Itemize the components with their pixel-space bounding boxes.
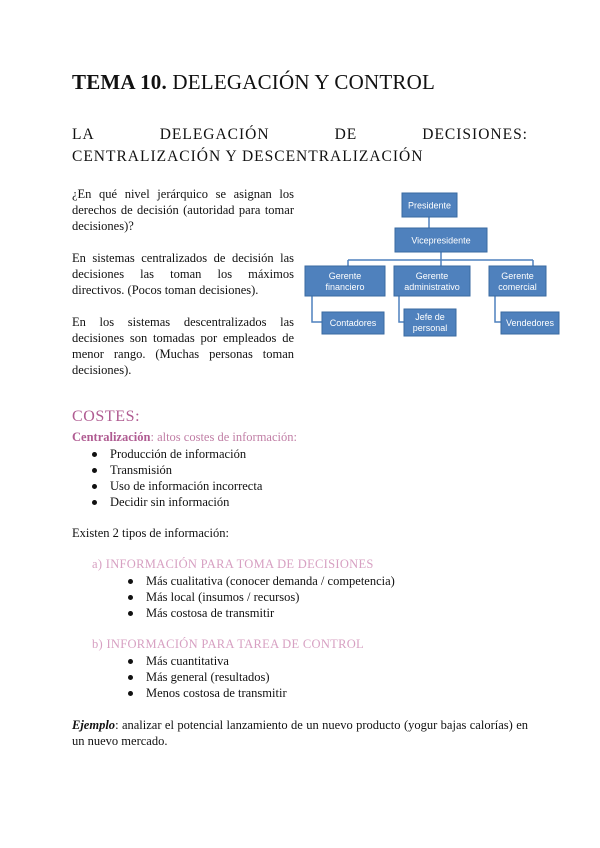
org-label: Gerente [415, 271, 449, 281]
org-box-gerente-financiero [305, 266, 385, 296]
list-item [126, 573, 395, 589]
ejemplo-label: Ejemplo [72, 718, 116, 732]
list-item [90, 494, 262, 510]
centralizacion-term: Centralización [72, 430, 151, 444]
org-label: Jefe de [415, 312, 445, 322]
bullet-icon [92, 500, 97, 505]
bullet-icon [128, 611, 133, 616]
intro-question: ¿En qué nivel jerárquico se asignan los derechos de decisión (autoridad para tomar decisiones)? [72, 187, 294, 233]
org-box-contadores [322, 312, 384, 334]
list-item-text: Decidir sin información [110, 495, 230, 509]
bullet-icon [92, 484, 97, 489]
list-item-text: Transmisión [110, 463, 173, 477]
bullet-icon [128, 579, 133, 584]
list-item [126, 589, 395, 605]
section-title [72, 124, 528, 168]
list-item [126, 685, 287, 701]
org-label: Gerente [328, 271, 362, 281]
org-box-gerente-comercial [489, 266, 546, 296]
org-box-vendedores [501, 312, 559, 334]
section-title-line2: CENTRALIZACIÓN Y DESCENTRALIZACIÓN [72, 148, 424, 165]
org-box-jefe-de-personal [404, 309, 456, 336]
section-word: DE [334, 126, 358, 143]
intro-decentralized: En los sistemas descentralizados las decisiones son tomadas por empleados de menor rango. (Muchas personas toman decisiones). [72, 315, 294, 377]
list-item [126, 605, 395, 621]
org-box-vicepresidente [395, 228, 487, 252]
list-item-text: Menos costosa de transmitir [146, 686, 287, 700]
org-box-presidente [402, 193, 457, 217]
list-item-text: Más local (insumos / recursos) [146, 590, 300, 604]
list-item-text: Uso de información incorrecta [110, 479, 263, 493]
org-label-presidente: Presidente [407, 200, 452, 211]
list-item-text: Producción de información [110, 447, 247, 461]
centralizacion-desc: : altos costes de información: [150, 430, 297, 444]
list-item-text: Más cualitativa (conocer demanda / competencia) [146, 574, 395, 588]
tipo-b-list [126, 653, 287, 701]
bullet-icon [128, 659, 133, 664]
org-label: administrativo [404, 282, 460, 292]
section-word: LA [72, 126, 95, 143]
tipo-b-heading: b) INFORMACIÓN PARA TAREA DE CONTROL [92, 637, 364, 651]
page-title [72, 70, 435, 95]
list-item [126, 669, 287, 685]
title-rest: DELEGACIÓN Y CONTROL [166, 70, 435, 94]
org-label: personal [412, 323, 448, 333]
org-label: Contadores [329, 318, 377, 328]
section-word: DECISIONES: [422, 126, 528, 143]
org-label-vicepresidente: Vicepresidente [411, 235, 471, 246]
intro-centralized: En sistemas centralizados de decisión las decisiones las toman los máximos directivos. (Pocos toman decisiones). [72, 251, 294, 297]
tipo-a-heading: a) INFORMACIÓN PARA TOMA DE DECISIONES [92, 557, 374, 571]
bullet-icon [128, 675, 133, 680]
org-chart [302, 190, 564, 340]
title-bold: TEMA 10. [72, 70, 167, 94]
section-word: DELEGACIÓN [159, 126, 270, 143]
bullet-icon [128, 595, 133, 600]
org-label: comercial [498, 282, 537, 292]
tipo-a-list [126, 573, 395, 621]
org-label: Vendedores [505, 318, 555, 328]
tipos-line: Existen 2 tipos de información: [72, 526, 229, 540]
list-item [90, 462, 262, 478]
org-label: financiero [325, 282, 365, 292]
list-item-text: Más cuantitativa [146, 654, 229, 668]
costes-list [90, 446, 262, 510]
list-item [126, 653, 287, 669]
org-box-gerente-administrativo [394, 266, 470, 296]
intro-text [72, 186, 294, 394]
bullet-icon [92, 452, 97, 457]
list-item [90, 478, 262, 494]
list-item [90, 446, 262, 462]
centralizacion-line [72, 430, 297, 445]
section-title-line1 [72, 124, 528, 146]
org-label: Gerente [501, 271, 534, 281]
list-item-text: Más general (resultados) [146, 670, 270, 684]
ejemplo-paragraph [72, 717, 528, 749]
list-item-text: Más costosa de transmitir [146, 606, 275, 620]
costes-heading: COSTES: [72, 408, 141, 425]
bullet-icon [128, 691, 133, 696]
ejemplo-text: : analizar el potencial lanzamiento de un nuevo producto (yogur bajas calorías) en un nuevo mercado. [72, 718, 528, 748]
bullet-icon [92, 468, 97, 473]
